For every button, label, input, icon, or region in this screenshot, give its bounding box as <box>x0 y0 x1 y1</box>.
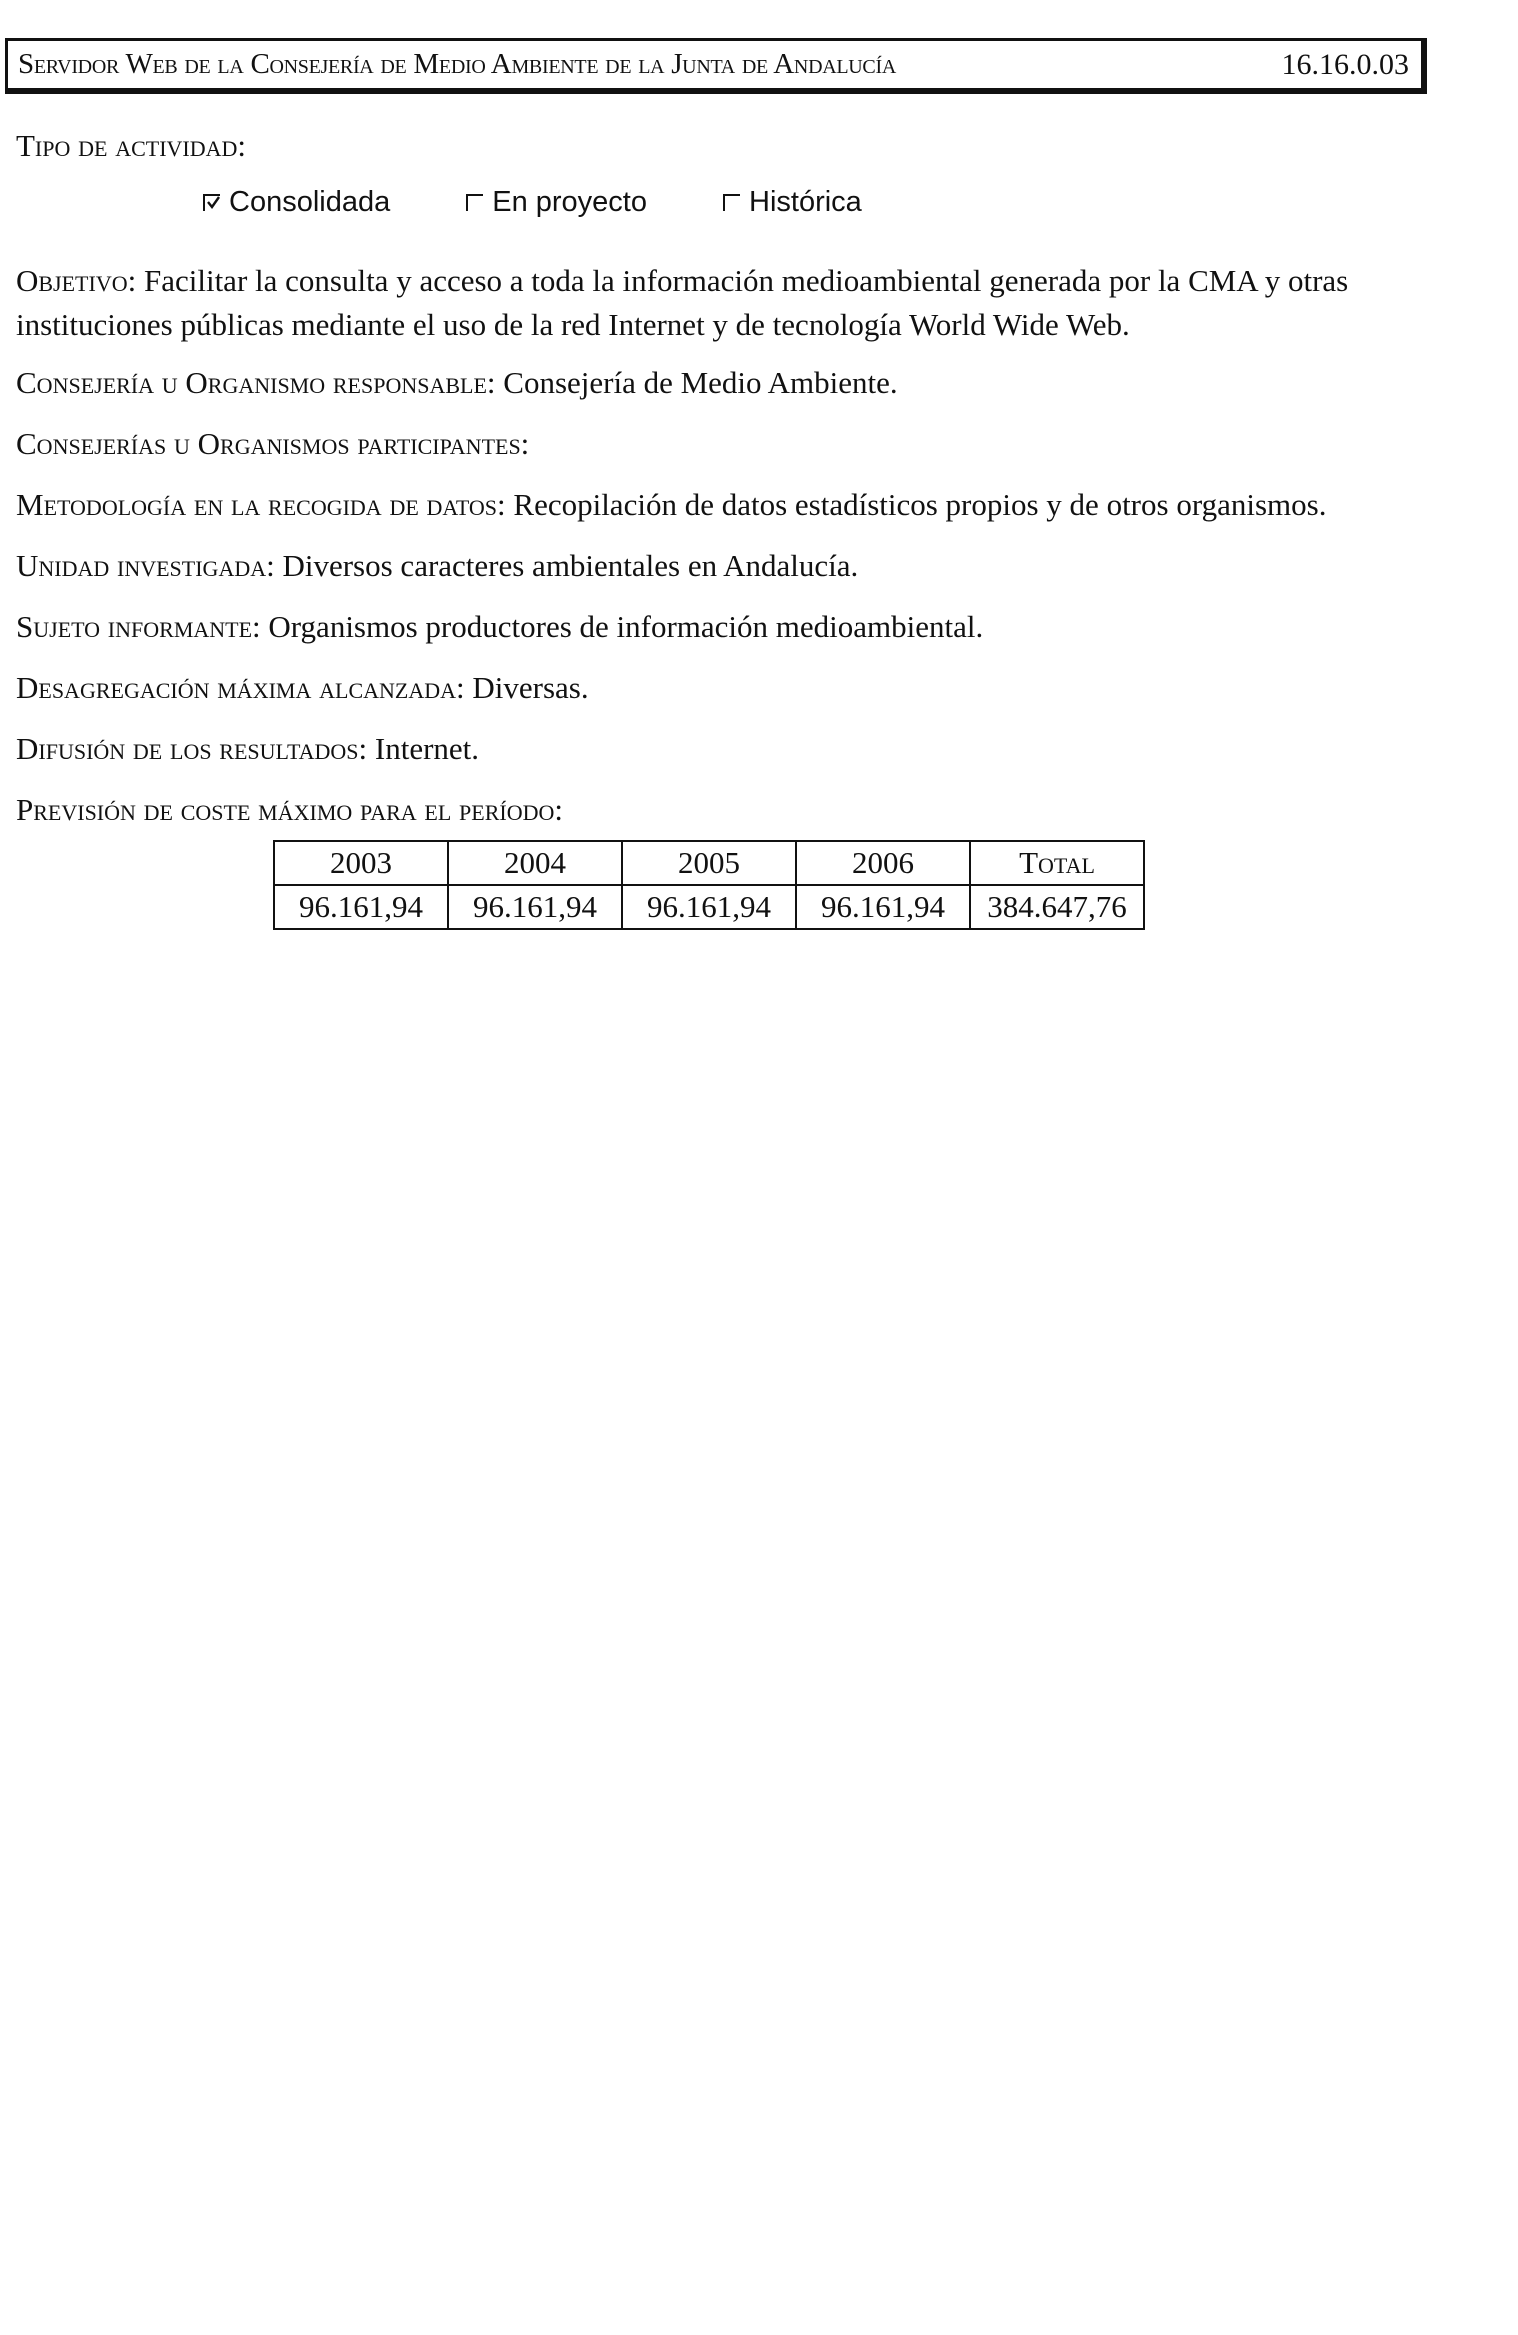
unidad-label: Unidad investigada: <box>16 548 275 583</box>
checkbox-unchecked-icon[interactable] <box>723 194 740 211</box>
activity-type-options <box>203 180 938 224</box>
prevision-section <box>16 788 1416 832</box>
option-label: Histórica <box>749 185 862 218</box>
checkbox-unchecked-icon[interactable] <box>466 194 483 211</box>
sujeto-label: Sujeto informante: <box>16 609 261 644</box>
cost-table <box>273 840 1145 930</box>
unidad-text: Diversos caracteres ambientales en Andalucía. <box>282 548 859 583</box>
participantes-label: Consejerías u Organismos participantes: <box>16 426 530 461</box>
difusion-text: Internet. <box>374 731 480 766</box>
responsable-section <box>16 361 1416 405</box>
tipo-actividad-section <box>16 124 1416 168</box>
table-header-cell: 2006 <box>796 841 970 885</box>
sujeto-text: Organismos productores de información medioambiental. <box>268 609 984 644</box>
table-header-row <box>274 841 1144 885</box>
difusion-section <box>16 727 1416 771</box>
metodologia-section <box>16 483 1416 527</box>
tipo-actividad-label: Tipo de actividad: <box>16 128 247 163</box>
header-code: 16.16.0.03 <box>1281 47 1409 81</box>
sujeto-section <box>16 605 1416 649</box>
objetivo-section <box>16 259 1416 347</box>
table-cell: 96.161,94 <box>274 885 448 929</box>
option-historica[interactable] <box>723 186 862 219</box>
table-cell: 96.161,94 <box>796 885 970 929</box>
table-cell: 384.647,76 <box>970 885 1144 929</box>
responsable-label: Consejería u Organismo responsable: <box>16 365 496 400</box>
responsable-text: Consejería de Medio Ambiente. <box>503 365 898 400</box>
option-label: Consolidada <box>229 185 391 218</box>
desagregacion-label: Desagregación máxima alcanzada: <box>16 670 465 705</box>
table-header-cell: Total <box>970 841 1144 885</box>
desagregacion-text: Diversas. <box>472 670 589 705</box>
option-en-proyecto[interactable] <box>466 186 647 219</box>
table-header-cell: 2004 <box>448 841 622 885</box>
objetivo-label: Objetivo: <box>16 263 137 298</box>
document-header <box>5 38 1427 94</box>
header-title: Servidor Web de la Consejería de Medio Ambiente de la Junta de Andalucía <box>18 48 896 80</box>
table-header-cell: 2003 <box>274 841 448 885</box>
participantes-section <box>16 422 1416 466</box>
table-cell: 96.161,94 <box>622 885 796 929</box>
metodologia-label: Metodología en la recogida de datos: <box>16 487 506 522</box>
metodologia-text: Recopilación de datos estadísticos propios y de otros organismos. <box>513 487 1327 522</box>
table-cell: 96.161,94 <box>448 885 622 929</box>
objetivo-text: Facilitar la consulta y acceso a toda la información medioambiental generada por la CMA y otras instituciones públicas mediante el uso de la red Internet y de tecnología World Wide Web. <box>16 263 1349 342</box>
desagregacion-section <box>16 666 1416 710</box>
checkbox-checked-icon[interactable] <box>203 194 220 211</box>
prevision-label: Previsión de coste máximo para el período: <box>16 792 564 827</box>
table-header-cell: 2005 <box>622 841 796 885</box>
option-label: En proyecto <box>492 185 647 218</box>
difusion-label: Difusión de los resultados: <box>16 731 368 766</box>
table-row <box>274 885 1144 929</box>
option-consolidada[interactable] <box>203 186 390 219</box>
unidad-section <box>16 544 1416 588</box>
